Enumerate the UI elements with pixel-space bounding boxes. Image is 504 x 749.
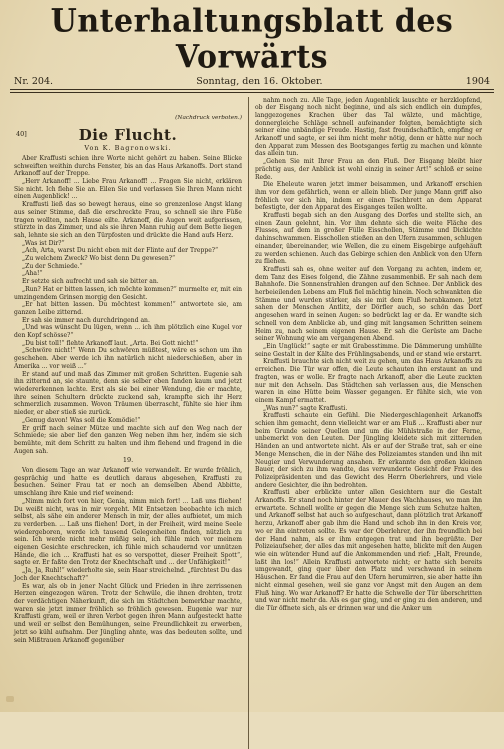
paragraph: „Nimm mich fort von hier, Genia, nimm mich fort! ... Laß uns fliehen! Du weißt nicht, was in mir vorgeht. Mit Entsetzen beobachte ich mich selbst, als sähe ein anderer Mensch in mir, der alles aufbietet, um mich zu verderben. ... Laß uns fliehen! Dort, in der Freiheit, wird meine Seele wiedergeboren, werde ich tausend Gelegenheiten finden, nützlich zu sein. Ich werde nicht mehr müßig sein, ich fühle mich vor meinem eigenen Gesichte erschrecken, ich fühle mich schaudernd vor unnützen Hände, die ich ... Kraffusti hat es so verspottet, dieser Freiheit Spott“, sagte er. Er faßte den Trotz der Knechtschaft und ... der Unfähigkeit!“ bbox=[14, 497, 242, 567]
paragraph: „Ja, Ja, Ruhl!“ wiederholte sie, sein Haar streichelnd. „fürchtest Du das Joch der Knechtschaft?“ bbox=[14, 567, 242, 582]
paragraph: „Run? Hat er bitten lassen, ich möchte kommen?“ murmelte er, mit ein umzingendem Grinsen morgig den Gesicht. bbox=[14, 285, 242, 301]
paragraph: Die Eheleute waren jetzt immer beisammen, und Arkanoff erschien ihm vor dem gefährlich, wenn er allein blieb. Der junge Mann griff also fröhlich vor sich hin, indem er einen Tischbrett an dem Apparat befestigte, der den Apparat des Eisganges teilen wollte. bbox=[255, 181, 482, 212]
right-paragraphs bbox=[255, 97, 482, 613]
paragraph: Es war, als ob in jener Nacht Glück und Frieden in ihre zerrissenen Herzen eingezogen wären. Trotz der Schwüle, die ihnen drohten, trotz der verdächtigen Näherkunft, die sich im Städtchen bemerkbar machte, waren sie jetzt immer fröhlich so fröhlich gewesen. Eugenie war nur Kraffusti gram, weil er ihren Verbot gegen ihren Mann aufgesteckt hatte und weil er selbst den Bemühungen, seine Freundlichkeit zu erwerben, jetzt so kühl aufnahm. Der Jüngling ahnte, was das bedeuten sollte, und sein Mißtrauen Arkanoff gegenüber bbox=[14, 582, 242, 644]
serial-number: 40] bbox=[16, 130, 27, 139]
paragraph: „Genug davon! Was soll die Komödie!“ bbox=[22, 416, 141, 424]
story-author: Von K. Bagronowski. bbox=[84, 144, 172, 153]
paragraph: Er griff nach seiner Mütze und machte sich auf den Weg nach der Schmiede; sie aber lief den ganzen Weg neben ihm her, indem sie sich bemühte, mit dem Schritt zu halten und ihm flehend und fragend in die Augen sah. bbox=[14, 424, 242, 455]
story-title: Die Flucht. bbox=[78, 126, 178, 145]
masthead-title: Unterhaltungsblatt des Vorwärts bbox=[50, 3, 454, 76]
paragraph: „Du bist toll!“ flehte Arkanoff laut. „Arta. Bei Gott nicht!“ bbox=[22, 339, 199, 347]
paragraph: „Ach, Arta, warst Du nicht eben mit der Flinte auf der Treppe?“ bbox=[22, 247, 219, 255]
issue-info-row bbox=[10, 76, 494, 90]
paragraph: Kraffusti schaute ein Gefühl. Die Niedergeschlagenheit Arkanoffs schien ihm gemacht, denn vielleicht war er am Fluß ... Kraffusti aber nur beim Grunde seiner Quellen und um die Mühlstraße in der Ferne, unbemerkt von den Leuten. Der Jüngling kleidete sich mit zitternden Händen an und antwortete nicht. Als er auf der Straße trat, sah er eine Menge Menschen, die in der Nähe des Polizeiamtes standen und ihn mit Neugier und Verwunderung ansahen. Er erkannte den großen kleinen Bauer, der sich zu ihm wandte, das verwunderte Gesicht der Frau des Polizeipräsidenten und das Gewicht des Herrn Oberlehrers, und viele andere Gesichter, die ihn bedrohten. bbox=[255, 412, 482, 489]
right-column bbox=[248, 97, 486, 749]
paragraph: „Ein Unglück!“ sagte er mit Grabesstimme. Die Dämmerung umhüllte seine Gestalt in der Kälte des Frühlingsabends, und er stand wie erstarrt. bbox=[255, 343, 482, 358]
paragraph: Er sah sie immer nach durchdringend an. bbox=[22, 316, 150, 324]
paragraph: „Gehen Sie mit Ihrer Frau an den Fluß. Der Eisgang bleibt hier prächtig aus, der Anblick ist wohl einzig in seiner Art!“ schloß er seine Rede. bbox=[255, 158, 482, 181]
paragraph: Aber Kraffusti schien ihre Worte nicht gehört zu haben. Seine Blicke schweiften weithin durchs Fenster, bis an das Haus Arkanoffs. Dort stand Arkanoff auf der Treppe. bbox=[14, 154, 242, 178]
paragraph: „Er hat bitten lassen. Du möchtest kommen!“ antwortete sie, am ganzen Leibe zitternd. bbox=[14, 301, 242, 316]
paragraph: „Zu der Schmiede.“ bbox=[22, 262, 83, 270]
left-column bbox=[10, 97, 248, 749]
paragraph: Er setzte sich aufrecht und sah sie bitter an. bbox=[22, 278, 159, 286]
paragraph: „Aha!“ bbox=[22, 270, 43, 278]
text-columns bbox=[10, 97, 494, 749]
paragraph: „Zu welchem Zweck? Wo bist denn Du gewesen?“ bbox=[22, 255, 176, 263]
story-title-row bbox=[14, 126, 242, 144]
issue-number: Nr. 204. bbox=[14, 76, 54, 87]
left-paragraphs-b bbox=[14, 467, 242, 644]
paragraph: Kraffusti begab sich an den Ausgang des Dorfes und stellte sich, an einen Zaun gelehnt, hin. Vor ihm dehnte sich die weite Fläche des Flusses, auf dem in großer Fülle Eisschollen, Stämme und Dickichte dahinschwammen. Eisschollen stießen an den Ufern zusammen, schlugen einander, übereinander, wie Wellen, die zu einem Eisgebirge aufgehäuft zu werden schienen. Auch das Gebirge schien den Anblick von den Ufern zu fliehen. bbox=[255, 212, 482, 266]
paragraph: „Was nun?“ sagte Kraffusti. bbox=[263, 404, 348, 412]
paper-tear-mark bbox=[6, 696, 14, 702]
paragraph: „Und was wünscht Du lügen, wenn ... ich ihm plötzlich eine Kugel vor den Kopf schösse?“ bbox=[14, 324, 242, 340]
chapter-number: 19. bbox=[122, 456, 134, 465]
issue-date: Sonntag, den 16. Oktober. bbox=[196, 76, 323, 87]
paragraph: Kraffusti brauchte sich nicht weit zu gehen, um das Haus Arkanoffs zu erreichen. Die Tür war offen, die Leute schauten ihn erstaunt an und fragten, was er wolle. Er fragte nach Arkanoff, aber die Leute zuckten nur mit den Achseln. Das Städtchen sah verlassen aus, die Menschen waren in eine Hütte beim Wasser gegangen. Er fühlte sich, wie von einem Kampf ermattet. bbox=[255, 358, 482, 404]
reprint-note: (Nachdruck verboten.) bbox=[175, 114, 242, 121]
paragraph: Kraffusti ließ das so bewegt heraus, eine so grenzenlose Angst klang aus seiner Stimme, daß die erschreckte Frau, so schnell sie ihre Füße tragen wollten, nach Hause eilte. Arkanoff, die Augen weit aufgerissen, stürzte in das Zimmer, und als sie ihren Mann ruhig auf dem Bette liegen sah, lehnte sie sich an den Türpfosten und drückte die Hand aufs Herz. bbox=[14, 201, 242, 239]
issue-year: 1904 bbox=[465, 76, 490, 87]
paragraph: „Schwöre nicht!“ Wenn Du schwören müßtest, wäre es schon um ihn geschehen. Aber werde ich ihn natürlich nicht niederschießen, aber in Amerika ... vor weiß ...“ bbox=[14, 347, 242, 370]
paragraph: „Was ist Dir?“ bbox=[22, 239, 65, 247]
paragraph: Er stand auf und maß das Zimmer mit großen Schritten. Eugenie sah ihn zitternd an, sie staunte, denn sie selber eben fanden kaum und jetzt wiedererkennen lachte. Erst als sie bei einer Wendung, die er machte, ihre seinen Schultern drückte zuckend sah, krampfte sich ihr Herz schmerzlich zusammen. Wovon Träumen überrascht, fühlte sie hier ihm nieder, er aber stieß sie zurück. bbox=[14, 370, 242, 417]
masthead-divider bbox=[10, 92, 494, 93]
paragraph: Kraffusti aber erblickte unter allen Gesichtern nur die Gestalt Arkanoffs. Er stand noch hinter der Mauer des Wachhauses, wo man ihn erwartete. Schnell wollte er gegen die Menge sich zum Schutze halten, und Arkanoff selbst hat auch so aufgeschaut, dann plötzlich trat Arkanoff herzu, Arkanoff aber gab ihm die Hand und schob ihn in den Kreis vor, wo er ihn eintreten sollte. Es war der Oberlehrer, der ihn freundlich bei der Hand nahm, als er ihm entgegen trat und ihn begrüßte. Der Polizeiaufseher, der alles das mit angesehen hatte, blickte mit den Augen wie ein wütender Hund auf die Ankommenden und rief: „Halt, Freunde, laßt ihn los!“ Allein Kraffusti antwortete nicht; er hatte sich bereits umgewandt, ging quer über den Platz und verschwand in seinem Häuschen. Er fand die Frau auf den Ufern herumirren, sie aber hatte ihn nicht einmal gesehen, weil sie ganz vor Angst mit den Augen an dem Fluß hing. Wo war Arkanoff? Er hatte die Schwelle der Tür überschritten und war nicht mehr da. Als es gar ging, und er ging zu den anderen, und die Tür öffnete sich, als er drinnen war und die Anker um bbox=[255, 489, 482, 612]
paragraph: Von diesem Tage an war Arkanoff wie verwandelt. Er wurde fröhlich, gesprächig und hatte es deutlich daraus abgesehen, Kraffusti zu besuchen. Seiner Frau tat er noch an demselben Abend Abbitte, umschlang ihre Knie und rief weinend: bbox=[14, 467, 242, 498]
paragraph: „Herr Arkanoff! ... Liebe Frau Arkanoff! ... Fragen Sie nicht, erklären Sie nicht. Ich flehe Sie an. Eilen Sie und verlassen Sie Ihren Mann nicht einen Augenblick! ... bbox=[14, 178, 242, 201]
paragraph: Kraffusti sah es, ohne weiter auf den Vorgang zu achten, indem er, dem Tanz des Eises folgend, die Zähne zusammenbiß. Er sah nach dem Bahnhofe. Die Sonnenstrahlen drangen auf den Schnee. Der Anblick des herbeieilenden Lebens am Fluß fiel mächtig hinein. Noch schwankten die Stämme und wurden stärker, als sie mit dem Fluß herabkamen. Jetzt sahen der Menschen Antlitz, der Dörfler auch, so schön das Dorf angesehen ward in seinen Augen: so bedrückt lag er da. Er wandte sich schnell von dem Anblicke ab, und ging mit langsamen Schritten seinem Heim zu, nach seinem eigenen Hause. Er sah die Gerüste am Dache seiner Wohnung wie am vergangenen Abend. bbox=[255, 265, 482, 343]
paragraph: nahm noch zu. Alle Tage, jeden Augenblick lauschte er herzklopfend, ob der Eisgang noch nicht beginne, und als sich endlich ein dumpfes, langgezogenes Krachen über das Tal wälzte, und mächtige, donnergleiche Schläge schnell aufeinander folgten, bemächtigte sich seiner eine unbändige Freude. Hastig, fast freundschaftlich, empfing er Arkanoff und sagte, er sei ihm nicht mehr nötig, denn er hätte nur noch den Apparat zum Messen des Bootsganges fertig zu machen und könnte das allein tun. bbox=[255, 96, 482, 158]
left-paragraphs-a bbox=[14, 155, 242, 455]
